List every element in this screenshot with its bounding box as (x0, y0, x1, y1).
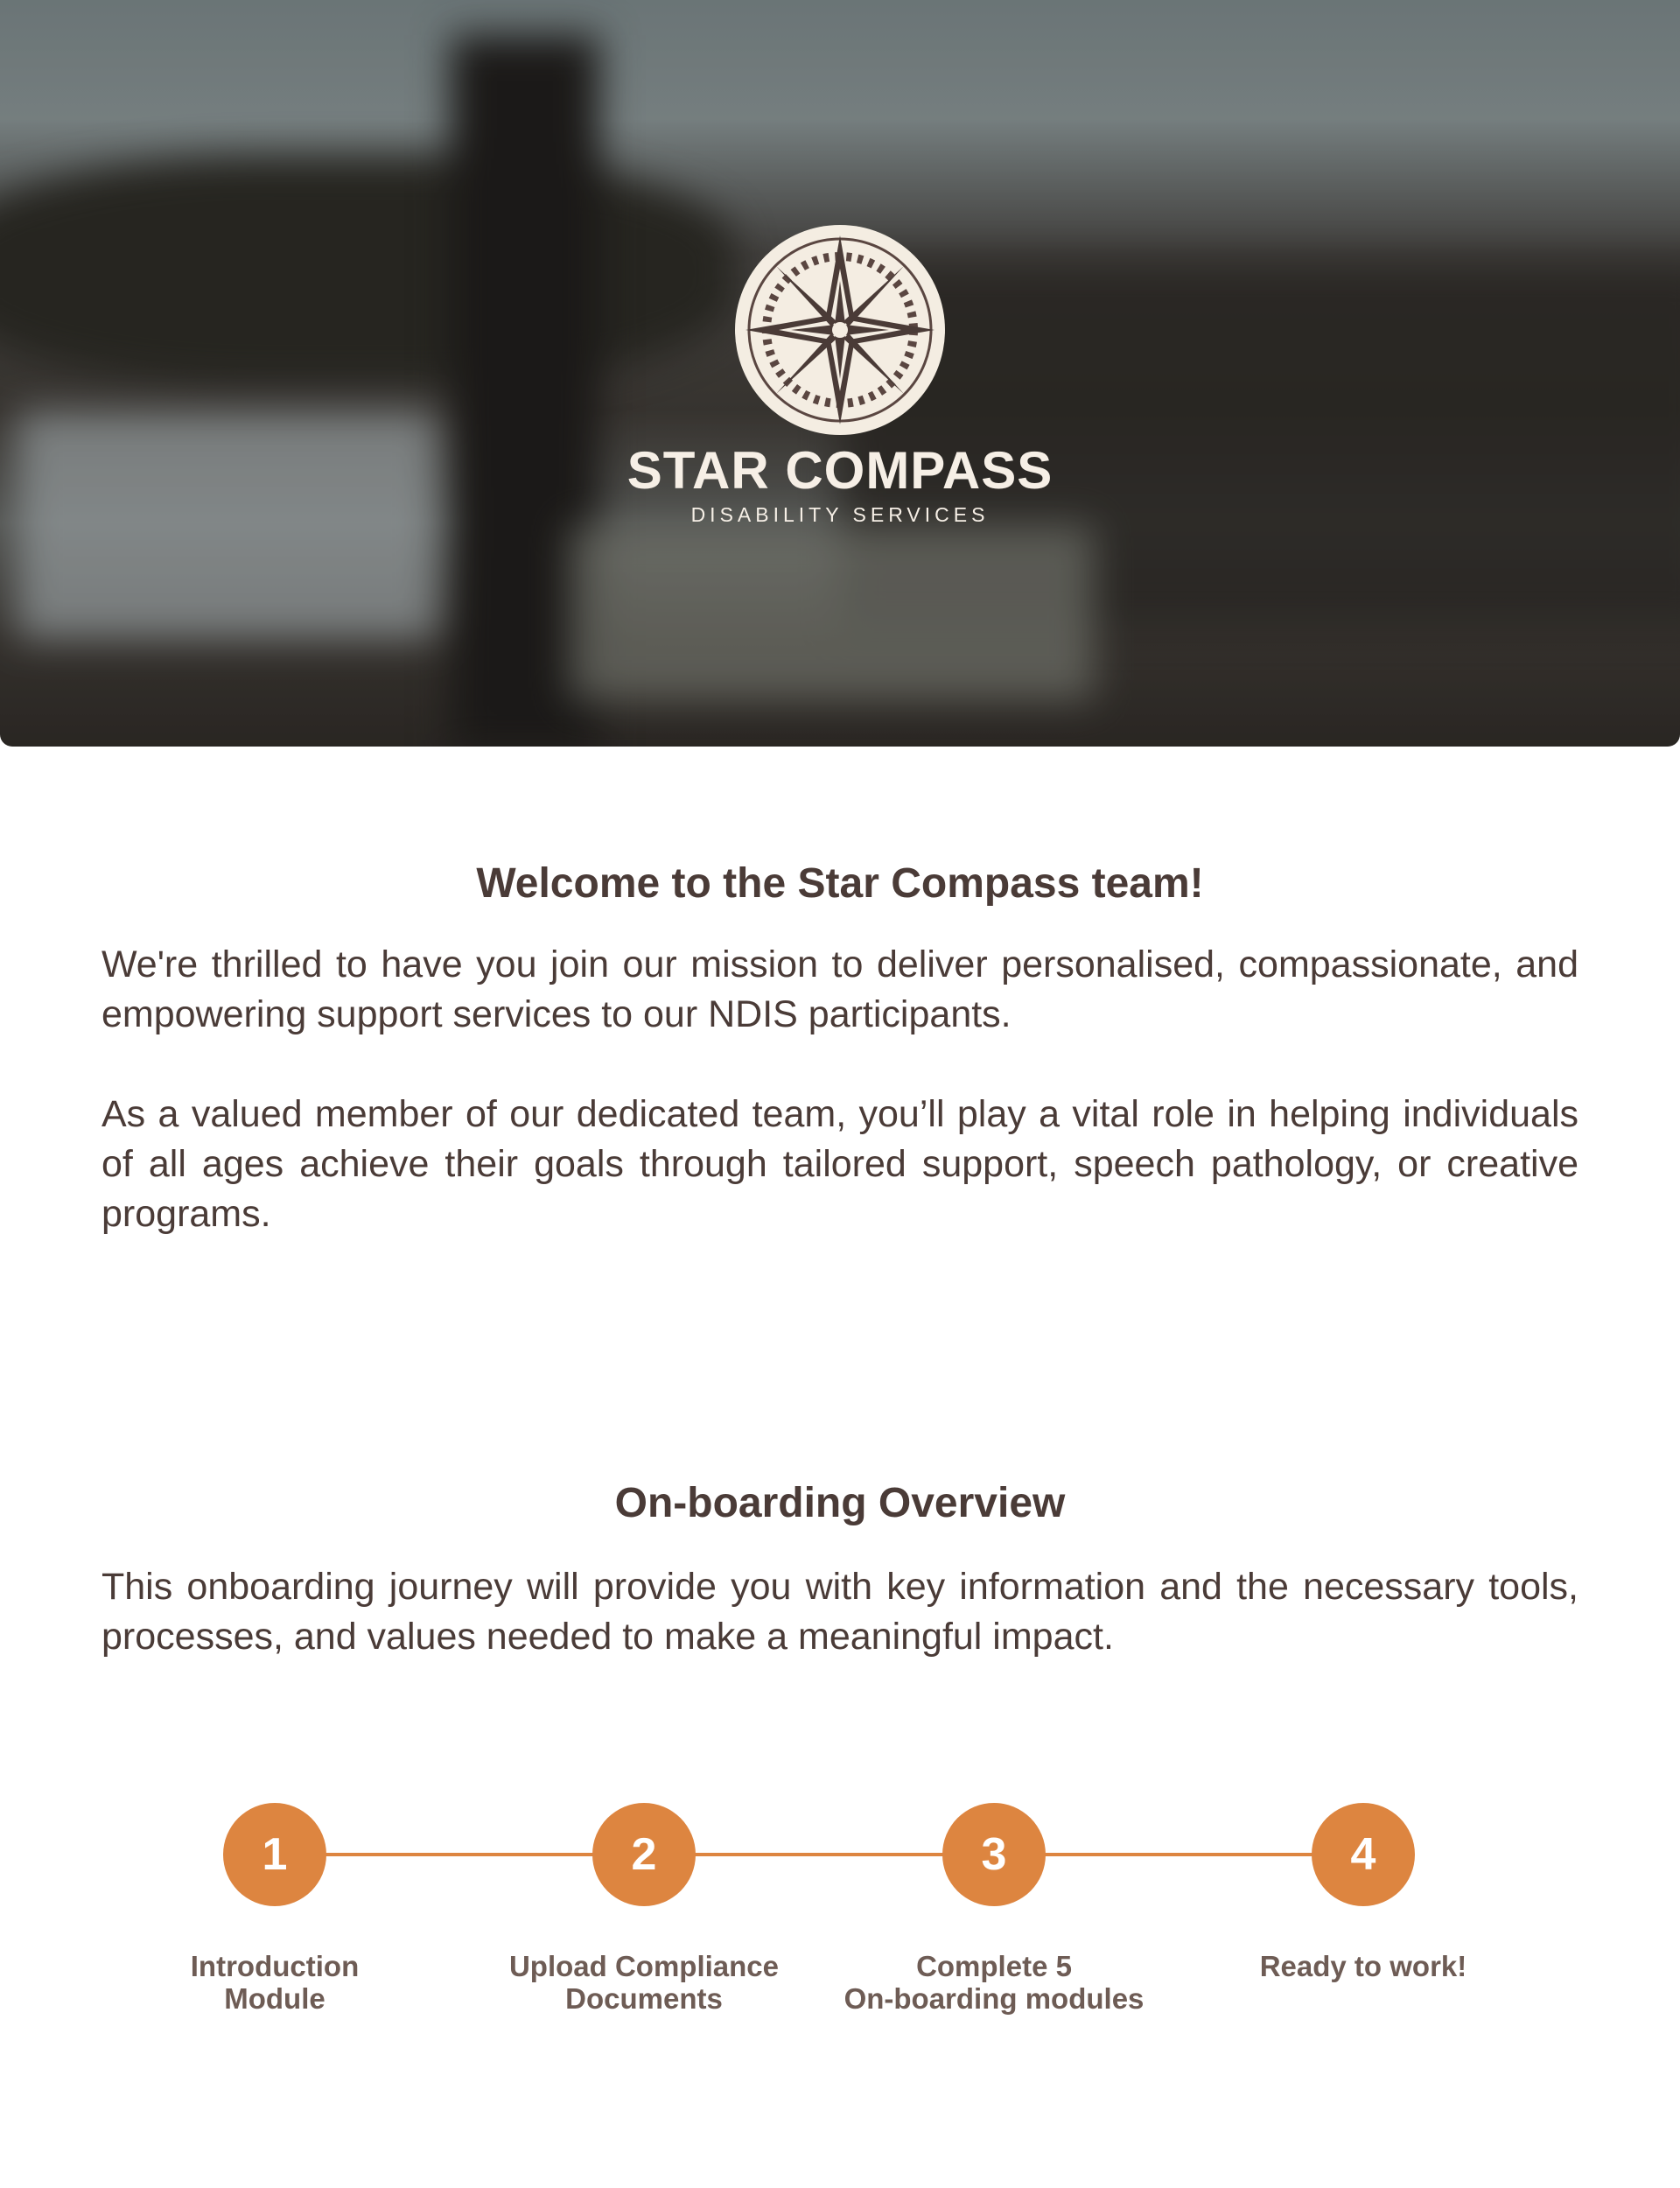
step-1-circle: 1 (223, 1803, 326, 1906)
overview-paragraph: This onboarding journey will provide you with key information and the necessary tools, processes, and values needed to make a meaningful impact. (102, 1566, 1578, 1658)
steps-connector-line (273, 1853, 1363, 1856)
compass-star-icon (733, 223, 947, 437)
brand-tagline: DISABILITY SERVICES (690, 503, 990, 526)
step-3-label: Complete 5 On-boarding modules (844, 1950, 1144, 2015)
overview-title: On-boarding Overview (614, 1480, 1066, 1526)
step-1-label: Introduction Module (190, 1950, 360, 2015)
step-2-circle: 2 (592, 1803, 696, 1906)
step-4-label: Ready to work! (1259, 1950, 1467, 1982)
welcome-paragraph-2: As a valued member of our dedicated team, you’ll play a vital role in helping individuals of all ages achieve their goals through tailored support, speech pathology, or creative programs. (102, 1093, 1578, 1235)
brand-name: STAR COMPASS (626, 441, 1054, 500)
brand-logo (0, 223, 1680, 528)
step-2-label: Upload Compliance Documents (508, 1950, 780, 2015)
step-4-circle: 4 (1312, 1803, 1415, 1906)
step-3-circle: 3 (942, 1803, 1046, 1906)
hero-banner (0, 0, 1680, 747)
welcome-paragraph-1: We're thrilled to have you join our mission to deliver personalised, compassionate, and empowering support services to our NDIS participants. (102, 943, 1578, 1035)
welcome-title: Welcome to the Star Compass team! (476, 860, 1204, 907)
